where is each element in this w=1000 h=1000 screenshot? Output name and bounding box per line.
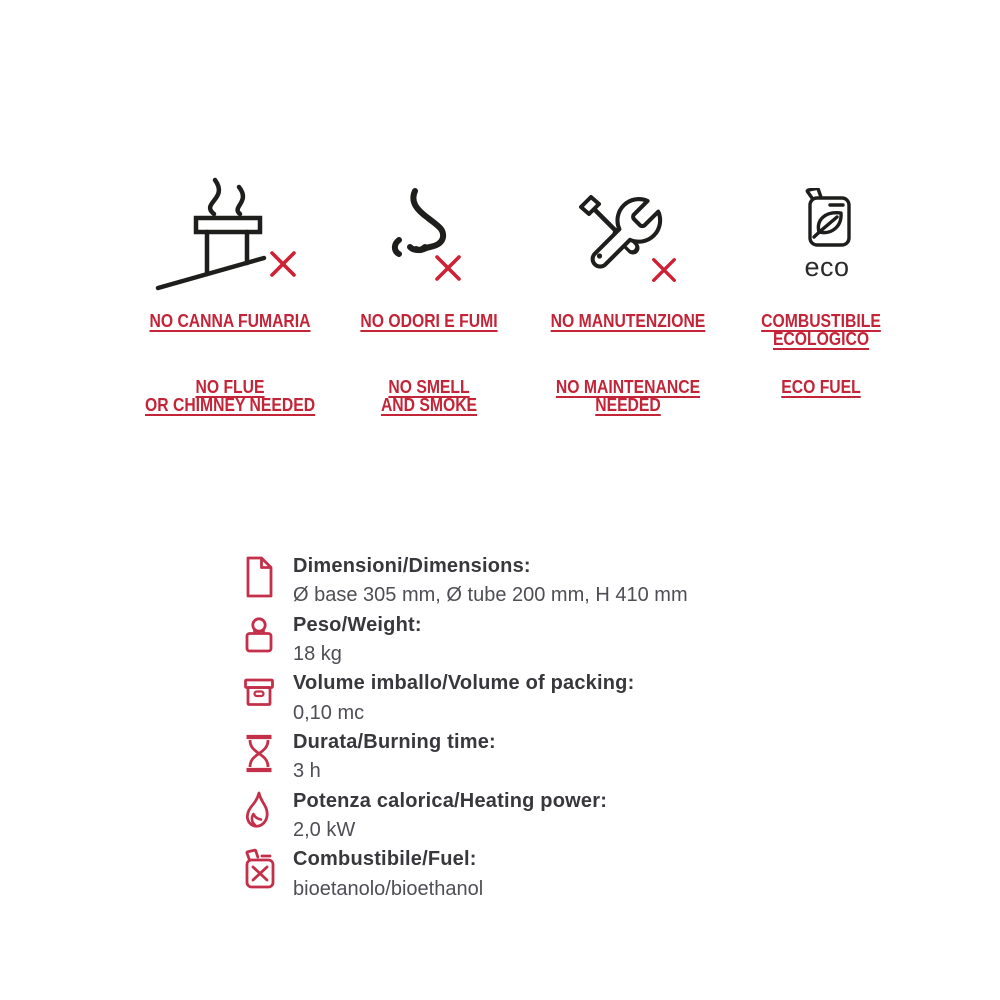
packing-volume-icon bbox=[240, 669, 278, 716]
spec-value: 18 kg bbox=[293, 643, 342, 666]
feature-icon-area bbox=[329, 170, 529, 310]
dimensions-icon bbox=[240, 552, 278, 599]
feature-label-en: NO FLUE OR CHIMNEY NEEDED bbox=[145, 376, 316, 415]
spec-text bbox=[293, 728, 496, 787]
spec-label: Volume imballo/Volume of packing: bbox=[293, 672, 635, 695]
spec-value: 2,0 kW bbox=[293, 819, 356, 842]
red-x-icon bbox=[433, 253, 463, 283]
feature-icon-area bbox=[721, 170, 921, 310]
feature-eco-fuel bbox=[721, 170, 921, 397]
spec-row-weight bbox=[240, 611, 688, 670]
spec-row-dimensions bbox=[240, 552, 688, 611]
feature-label-it: NO ODORI E FUMI bbox=[360, 310, 498, 331]
chimney-icon bbox=[154, 174, 269, 292]
feature-no-smell bbox=[329, 170, 529, 415]
spec-text bbox=[293, 845, 483, 904]
spec-text bbox=[293, 787, 607, 846]
spec-value: 3 h bbox=[293, 760, 321, 783]
feature-icon-area bbox=[528, 170, 728, 310]
feature-no-maintenance bbox=[528, 170, 728, 415]
spec-label: Potenza calorica/Heating power: bbox=[293, 789, 608, 812]
spec-label: Dimensioni/Dimensions: bbox=[293, 555, 531, 577]
feature-icon-area bbox=[130, 170, 330, 310]
feature-no-chimney bbox=[130, 170, 330, 415]
feature-label-it: COMBUSTIBILE ECOLOGICO bbox=[761, 310, 881, 349]
burning-time-icon bbox=[240, 728, 278, 775]
feature-label-it: NO MANUTENZIONE bbox=[550, 310, 706, 331]
red-x-icon bbox=[268, 249, 298, 279]
fuel-icon bbox=[240, 845, 278, 892]
spec-text bbox=[293, 669, 634, 728]
spec-value: 0,10 mc bbox=[293, 701, 365, 724]
eco-fuel-can-icon bbox=[797, 188, 857, 252]
spec-text bbox=[293, 611, 422, 670]
spec-row-heating-power bbox=[240, 787, 688, 846]
spec-value: bioetanolo/bioethanol bbox=[293, 877, 484, 900]
spec-row-burning-time bbox=[240, 728, 688, 787]
spec-value: Ø base 305 mm, Ø tube 200 mm, H 410 mm bbox=[293, 584, 688, 607]
feature-label-it: NO CANNA FUMARIA bbox=[149, 310, 311, 331]
spec-row-fuel bbox=[240, 845, 688, 904]
specs-list bbox=[240, 552, 688, 904]
spec-text bbox=[293, 552, 688, 611]
red-x-icon bbox=[650, 256, 678, 284]
spec-label: Durata/Burning time: bbox=[293, 731, 496, 754]
spec-label: Combustibile/Fuel: bbox=[293, 848, 477, 871]
weight-icon bbox=[240, 611, 278, 658]
heating-power-icon bbox=[240, 787, 278, 834]
spec-row-packing-volume bbox=[240, 669, 688, 728]
nose-icon bbox=[390, 188, 465, 263]
feature-label-en: NO MAINTENANCE NEEDED bbox=[555, 376, 701, 415]
feature-label-en: NO SMELL AND SMOKE bbox=[380, 376, 478, 415]
eco-badge-text: eco bbox=[804, 252, 850, 282]
spec-label: Peso/Weight: bbox=[293, 613, 422, 636]
feature-label-en: ECO FUEL bbox=[781, 376, 861, 397]
